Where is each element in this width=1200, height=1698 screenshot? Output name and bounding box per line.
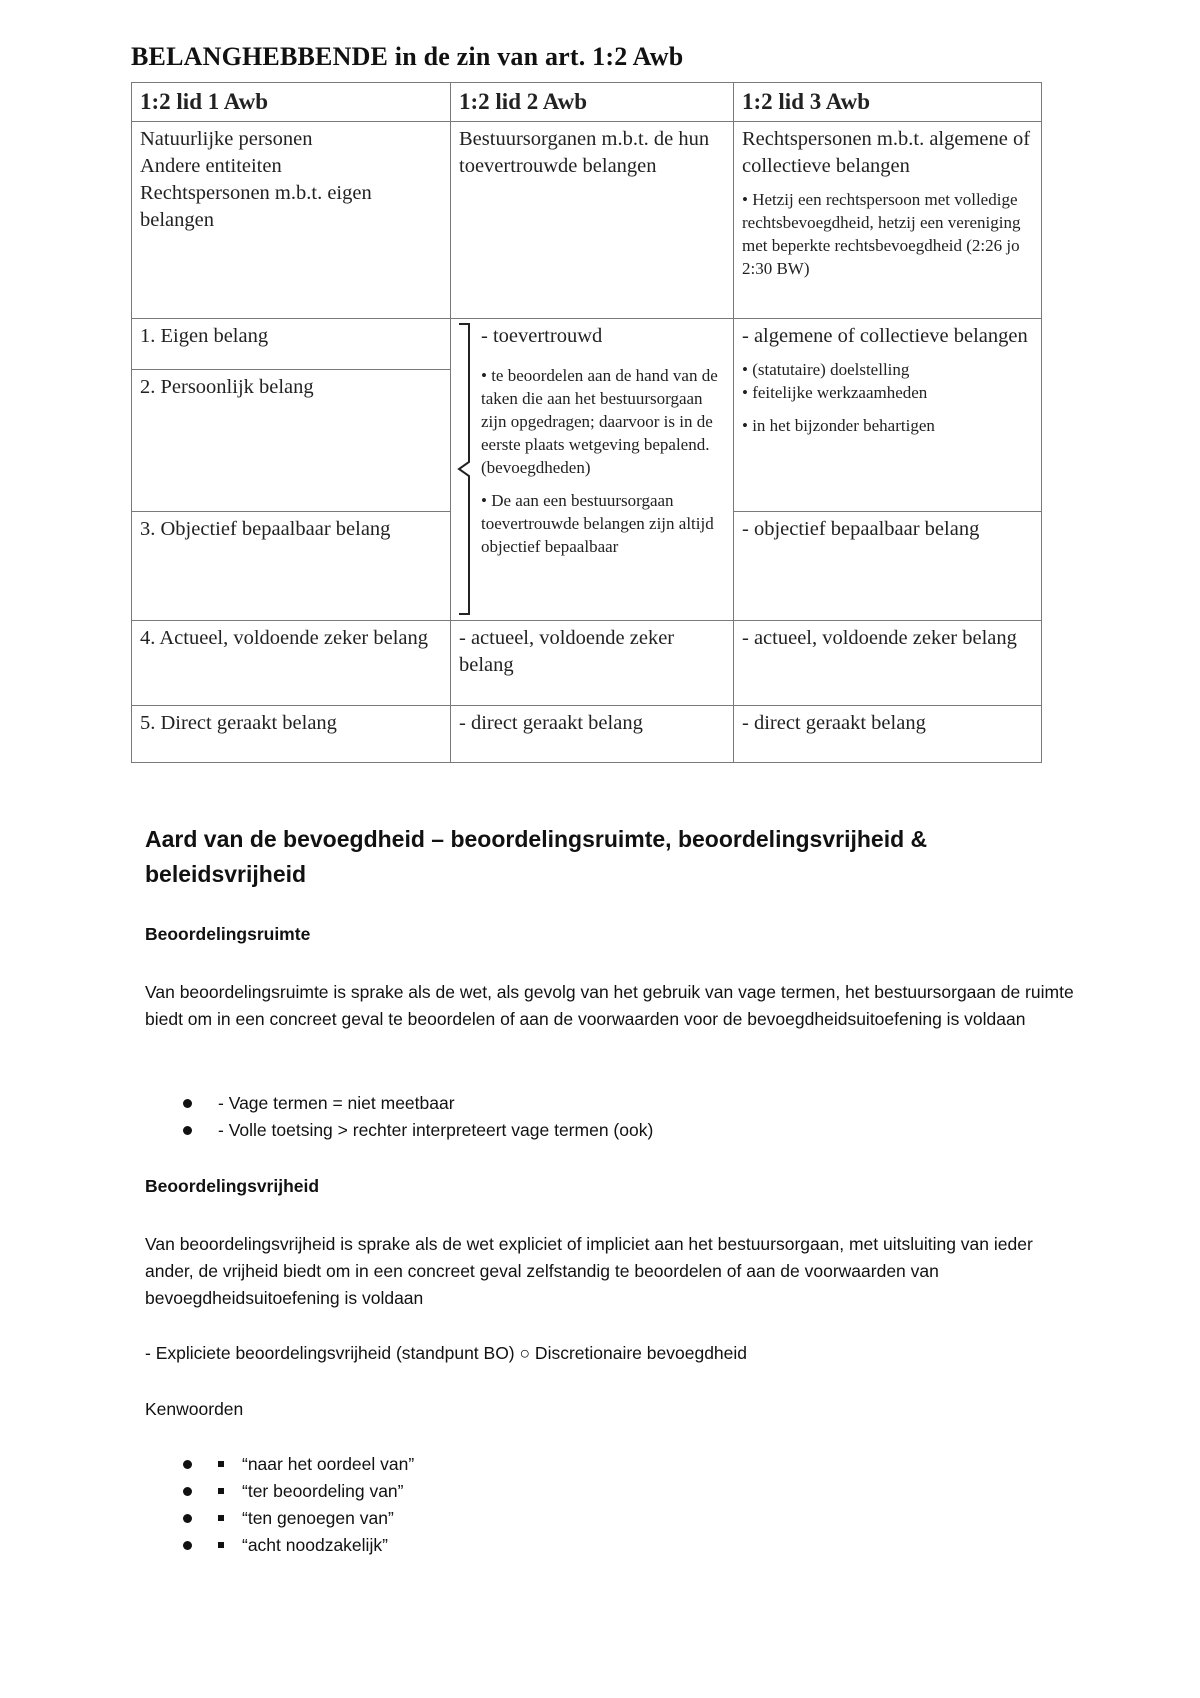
table-intro-row <box>132 122 1042 319</box>
list-item: “acht noodzakelijk” <box>145 1532 414 1559</box>
list-item: - Volle toetsing > rechter interpreteert vage termen (ook) <box>145 1117 653 1144</box>
criterion-persoonlijk-belang: 2. Persoonlijk belang <box>132 370 450 512</box>
beoordelingsruimte-paragraph: Van beoordelingsruimte is sprake als de wet, als gevolg van het gebruik van vage termen, het bestuursorgaan de ruimte biedt om in een concreet geval te beoordelen of aan de voorwaarden voor de bevoegdheidsuitoefening is voldaan <box>145 982 1074 1029</box>
actueel-cell-lid-3: - actueel, voldoende zeker belang <box>734 621 1042 706</box>
table-actueel-row <box>132 621 1042 706</box>
algemene-belangen-text: - algemene of collectieve belangen <box>742 325 1028 347</box>
bullet-icon <box>183 1487 192 1496</box>
werkzaamheden-note: • feitelijke werkzaamheden <box>742 383 928 402</box>
list-item: “naar het oordeel van” <box>145 1451 414 1478</box>
beoordelingsvrijheid-heading: Beoordelingsvrijheid <box>145 1176 320 1196</box>
header-lid-1: 1:2 lid 1 Awb <box>132 83 451 122</box>
bullet-icon <box>183 1126 192 1135</box>
beoordelingsruimte-heading: Beoordelingsruimte <box>145 924 311 944</box>
bullet-icon <box>183 1541 192 1550</box>
toevertrouwd-text: - toevertrouwd <box>481 325 603 347</box>
kenwoorden-list <box>145 1451 414 1559</box>
intro-cell-lid-3 <box>734 122 1042 319</box>
intro-note: • Hetzij een rechtspersoon met volledige rechtsbevoegdheid, hetzij een vereniging met beperkte rechtsbevoegdheid (2:26 jo 2:30 BW) <box>742 190 1021 278</box>
bullet-icon <box>183 1514 192 1523</box>
list-item: “ter beoordeling van” <box>145 1478 414 1505</box>
square-bullet-icon <box>218 1515 224 1521</box>
square-bullet-icon <box>218 1488 224 1494</box>
algemene-belangen-block <box>734 319 1041 512</box>
direct-cell-lid-1: 5. Direct geraakt belang <box>132 706 451 763</box>
kenwoorden-label: Kenwoorden <box>145 1399 244 1419</box>
expliciete-line: - Expliciete beoordelingsvrijheid (standpunt BO) ○ Discretionaire bevoegdheid <box>145 1343 748 1363</box>
bullet-icon <box>183 1099 192 1108</box>
criteria-cell-lid-1 <box>132 319 451 621</box>
doelstelling-note: • (statutaire) doelstelling <box>742 360 910 379</box>
intro-text: Bestuursorganen m.b.t. de hun toevertrouwde belangen <box>459 128 710 177</box>
toevertrouwd-note-1: • te beoordelen aan de hand van de taken die aan het bestuursorgaan zijn opgedragen; daarvoor is in de eerste plaats wetgeving bepalend. (bevoegdheden) <box>481 366 718 477</box>
criterion-eigen-belang: 1. Eigen belang <box>132 319 450 370</box>
intro-cell-lid-1 <box>132 122 451 319</box>
belanghebbende-table <box>131 82 1042 763</box>
table-direct-row <box>132 706 1042 763</box>
square-bullet-icon <box>218 1461 224 1467</box>
criterion-objectief-belang: 3. Objectief bepaalbaar belang <box>140 518 391 540</box>
actueel-cell-lid-1: 4. Actueel, voldoende zeker belang <box>132 621 451 706</box>
intro-line: Natuurlijke personen <box>140 128 313 150</box>
criteria-cell-lid-3 <box>734 319 1042 621</box>
header-lid-2: 1:2 lid 2 Awb <box>451 83 734 122</box>
objectief-belang-text: - objectief bepaalbaar belang <box>742 518 980 540</box>
list-item: “ten genoegen van” <box>145 1505 414 1532</box>
square-bullet-icon <box>218 1542 224 1548</box>
beoordelingsvrijheid-paragraph: Van beoordelingsvrijheid is sprake als de wet expliciet of impliciet aan het bestuursorgaan, met uitsluiting van ieder ander, de vrijheid biedt om in een concreet geval zelfstandig te beoordelen of aan de voorwaarden van bevoegdheidsuitoefening is voldaan <box>145 1234 1033 1308</box>
actueel-cell-lid-2: - actueel, voldoende zeker belang <box>451 621 734 706</box>
intro-cell-lid-2 <box>451 122 734 319</box>
bullet-icon <box>183 1460 192 1469</box>
intro-line: Rechtspersonen m.b.t. eigen belangen <box>140 182 372 231</box>
table-criteria-row <box>132 319 1042 621</box>
intro-line: Andere entiteiten <box>140 155 282 177</box>
document-title: BELANGHEBBENDE in de zin van art. 1:2 Awb <box>131 42 684 71</box>
direct-cell-lid-3: - direct geraakt belang <box>734 706 1042 763</box>
behartigen-note: • in het bijzonder behartigen <box>742 416 935 435</box>
section-heading: Aard van de bevoegdheid – beoordelingsruimte, beoordelingsvrijheid & beleidsvrijheid <box>145 826 928 887</box>
criteria-cell-lid-2 <box>451 319 734 621</box>
list-item: - Vage termen = niet meetbaar <box>145 1090 653 1117</box>
table-header-row <box>132 83 1042 122</box>
direct-cell-lid-2: - direct geraakt belang <box>451 706 734 763</box>
toevertrouwd-note-2: • De aan een bestuursorgaan toevertrouwde belangen zijn altijd objectief bepaalbaar <box>481 491 714 556</box>
beoordelingsruimte-list <box>145 1090 653 1144</box>
brace-icon <box>457 321 479 617</box>
intro-text: Rechtspersonen m.b.t. algemene of collectieve belangen <box>742 128 1031 177</box>
header-lid-3: 1:2 lid 3 Awb <box>734 83 1042 122</box>
